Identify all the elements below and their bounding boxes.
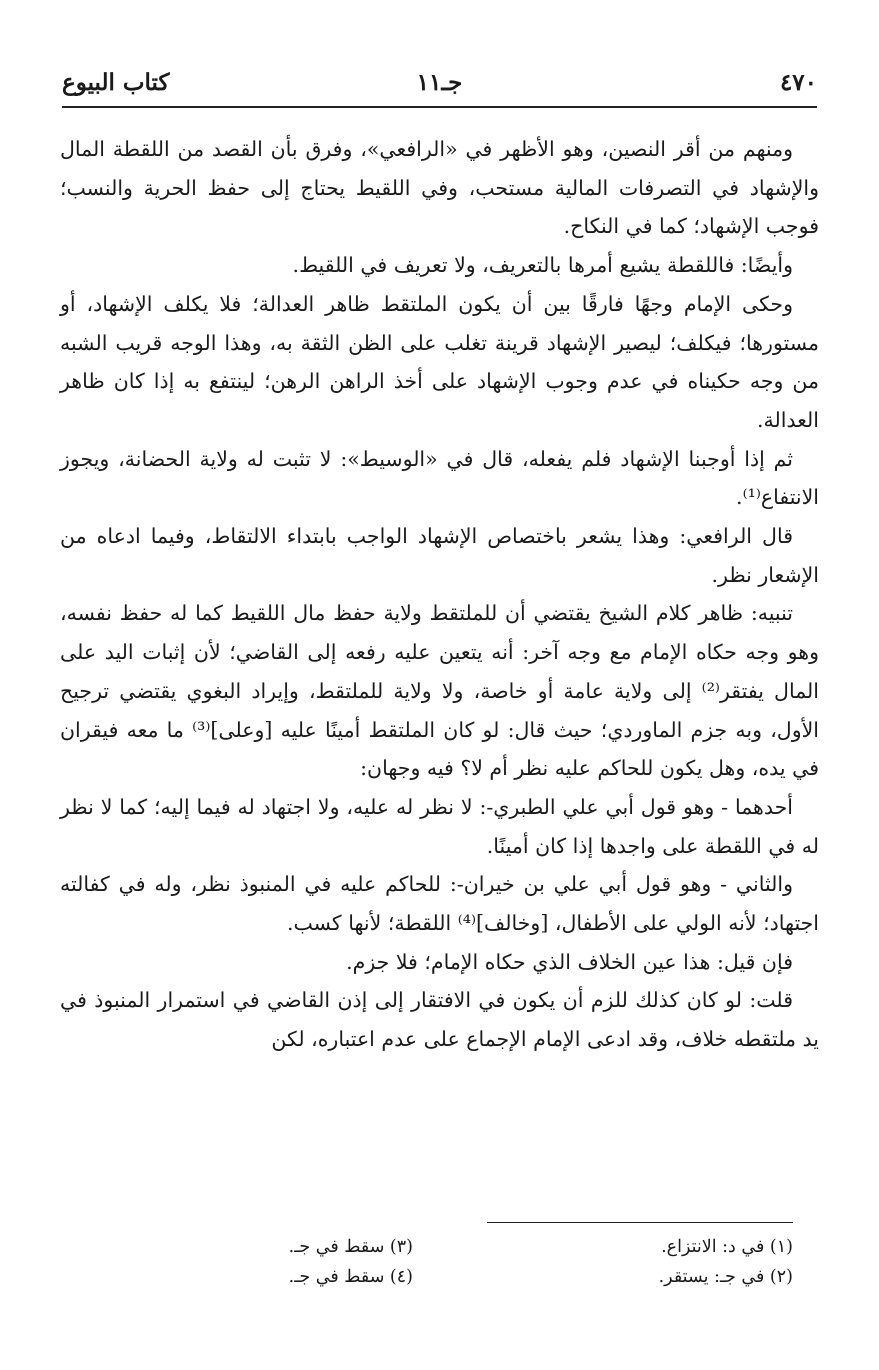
footnote-4: (٤) سقط في جـ. xyxy=(288,1267,413,1287)
book-title: كتاب البيوع xyxy=(62,69,170,96)
footnote-column xyxy=(453,1232,793,1292)
paragraph: وحكى الإمام وجهًا فارقًا بين أن يكون الملتقط ظاهر العدالة؛ فلا يكلف الإشهاد، أو مستورها؛ فيكلف؛ ليصير الإشهاد قرينة تغلب على الظن الثقة به، وهذا الوجه قريب الشبه من وجه حكيناه في عدم وجوب الإشهاد على أخذ الراهن الرهن؛ لينتفع به إذا كان ظاهر العدالة. xyxy=(60,291,819,432)
paragraph: أحدهما - وهو قول أبي علي الطبري-: لا نظر له عليه، ولا اجتهاد له فيما إليه؛ كما لا نظر له في اللقطة على واجدها إذا كان أمينًا. xyxy=(60,794,819,858)
footnote-column xyxy=(73,1232,413,1292)
page-number: ٤٧٠ xyxy=(779,69,817,96)
page-header xyxy=(62,62,817,108)
paragraph: ومنهم من أقر النصين، وهو الأظهر في «الرافعي»، وفرق بأن القصد من اللقطة المال والإشهاد في التصرفات المالية مستحب، وفي اللقيط يحتاج إلى حفظ الحرية والنسب؛ فوجب الإشهاد؛ كما في النكاح. xyxy=(60,137,819,239)
paragraph: ثم إذا أوجبنا الإشهاد فلم يفعله، قال في «الوسيط»: لا تثبت له ولاية الحضانة، ويجوز الانتفاع⁽¹⁾. xyxy=(60,446,819,510)
main-text xyxy=(60,130,819,1059)
footnote-1: (١) في د: الانتزاع. xyxy=(661,1237,793,1257)
paragraph: قلت: لو كان كذلك للزم أن يكون في الافتقار إلى إذن القاضي في استمرار المنبوذ في يد ملتقطه خلاف، وقد ادعى الإمام الإجماع على عدم اعتباره، لكن xyxy=(60,988,819,1052)
paragraph: والثاني - وهو قول أبي علي بن خيران-: للحاكم عليه في المنبوذ نظر، وله في كفالته اجتهاد؛ لأنه الولي على الأطفال، [وخالف]⁽⁴⁾ اللقطة؛ لأنها كسب. xyxy=(60,872,819,936)
footnote-divider xyxy=(487,1222,793,1223)
paragraph: تنبيه: ظاهر كلام الشيخ يقتضي أن للملتقط ولاية حفظ مال اللقيط كما له حفظ نفسه، وهو وجه حكاه الإمام مع وجه آخر: أنه يتعين عليه رفعه إلى القاضي؛ لأن إثبات اليد على المال يفتقر⁽²⁾ إلى ولاية عامة أو خاصة، ولا ولاية للملتقط، وإيراد البغوي يقتضي ترجيح الأول، وبه جزم الماوردي؛ حيث قال: لو كان الملتقط أمينًا عليه [وعلى]⁽³⁾ ما معه فيقران في يده، وهل يكون للحاكم عليه نظر أم لا؟ فيه وجهان: xyxy=(60,601,819,781)
volume-number: جـ١١ xyxy=(416,69,463,96)
footnote-3: (٣) سقط في جـ. xyxy=(288,1237,413,1257)
footnote-2: (٢) في جـ: يستقر. xyxy=(658,1267,793,1287)
paragraph: قال الرافعي: وهذا يشعر باختصاص الإشهاد الواجب بابتداء الالتقاط، وفيما ادعاه من الإشعار نظر. xyxy=(60,524,819,587)
paragraph: فإن قيل: هذا عين الخلاف الذي حكاه الإمام؛ فلا جزم. xyxy=(346,949,793,974)
paragraph: وأيضًا: فاللقطة يشيع أمرها بالتعريف، ولا تعريف في اللقيط. xyxy=(292,253,793,278)
